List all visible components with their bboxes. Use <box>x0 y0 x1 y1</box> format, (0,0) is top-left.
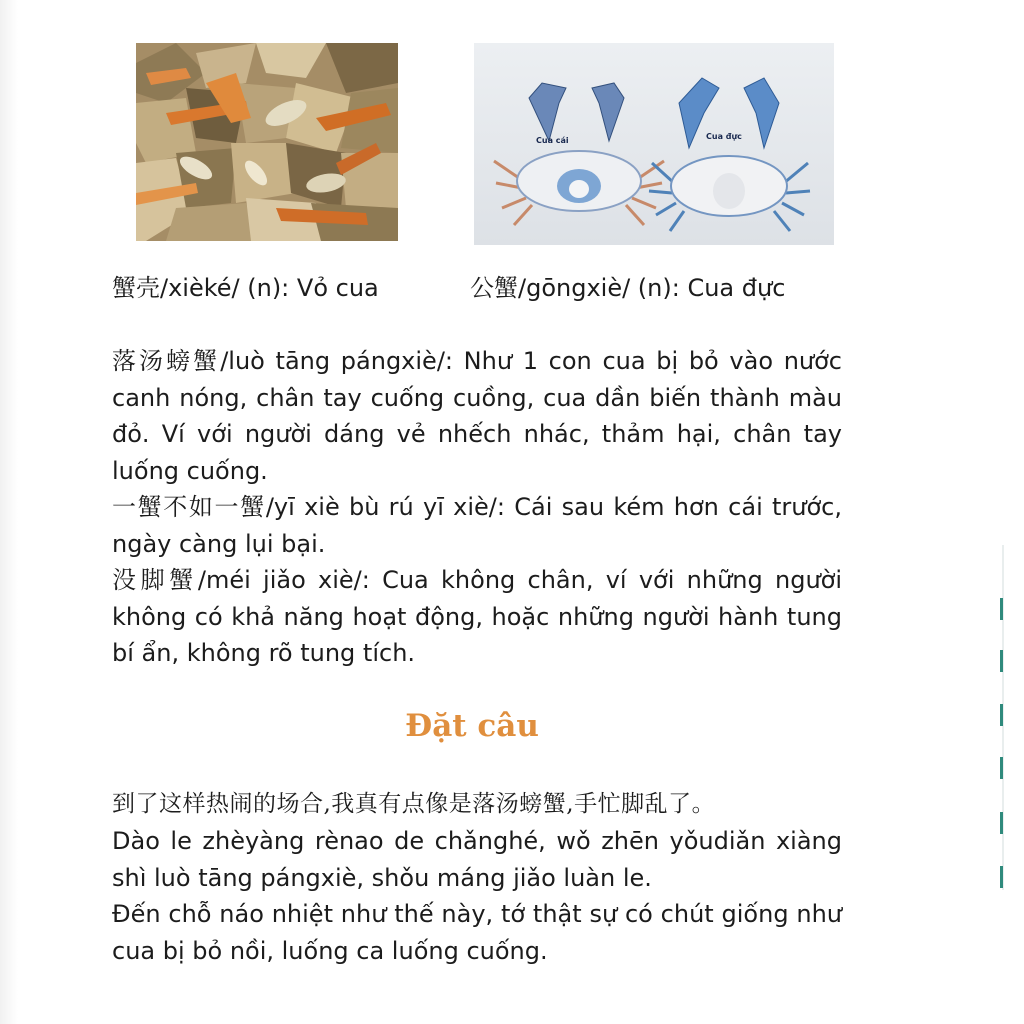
example-pinyin: Dào le zhèyàng rènao de chǎnghé, wǒ zhēn yǒudiǎn xiàng shì luò tāng pángxiè, shǒu máng jiǎo luàn le. <box>112 827 842 892</box>
caption-right-text: /gōngxiè/ (n): Cua đực <box>518 274 786 302</box>
edge-tick-mark <box>1000 757 1003 779</box>
section-title: Đặt câu <box>405 708 539 744</box>
idiom-entry <box>112 343 842 489</box>
label-male-crab: Cua đực <box>706 132 742 141</box>
edge-tick-mark <box>1000 704 1003 726</box>
edge-tick-mark <box>1000 650 1003 672</box>
idiom-explanation: /yī xiè bù rú yī xiè/: Cái sau kém hơn cái trước, ngày càng lụi bại. <box>112 493 842 558</box>
edge-tick-mark <box>1000 866 1003 888</box>
idiom-entry <box>112 489 842 562</box>
idiom-hanzi: 没脚蟹 <box>112 566 198 594</box>
caption-left-text: /xièké/ (n): Vỏ cua <box>160 274 379 302</box>
edge-tick-mark <box>1000 598 1003 620</box>
idiom-explanation: /méi jiǎo xiè/: Cua không chân, ví với những người không có khả năng hoạt động, hoặc những người hành tung bí ẩn, không rõ tung tích. <box>112 566 842 667</box>
dried-shell-illustration <box>136 43 398 241</box>
female-crab <box>494 83 664 225</box>
blue-crab-photo <box>474 43 834 245</box>
male-crab <box>649 78 810 231</box>
caption-male-crab <box>470 270 785 306</box>
idiom-list <box>112 343 842 672</box>
idiom-hanzi: 一蟹不如一蟹 <box>112 493 266 521</box>
dried-crab-shell-photo <box>136 43 398 241</box>
idiom-explanation: /luò tāng pángxiè/: Như 1 con cua bị bỏ vào nước canh nóng, chân tay cuống cuồng, cua dần biến thành màu đỏ. Ví với người dáng vẻ nhếch nhác, thảm hại, chân tay luống cuống. <box>112 347 843 485</box>
crabs-illustration <box>474 43 834 245</box>
example-sentence <box>112 785 842 969</box>
example-chinese: 到了这样热闹的场合,我真有点像是落汤螃蟹,手忙脚乱了。 <box>112 791 716 817</box>
idiom-hanzi: 落汤螃蟹 <box>112 347 221 375</box>
caption-crab-shell <box>112 270 379 306</box>
example-vietnamese: Đến chỗ náo nhiệt như thế này, tớ thật sự có chút giống như cua bị bỏ nồi, luống ca luống cuống. <box>112 900 842 965</box>
page-gutter-shadow <box>0 0 18 1024</box>
edge-tick-mark <box>1000 812 1003 834</box>
caption-right-hanzi: 公蟹 <box>470 274 518 302</box>
idiom-entry <box>112 562 842 672</box>
label-female-crab: Cua cái <box>536 136 569 145</box>
caption-left-hanzi: 蟹壳 <box>112 274 160 302</box>
